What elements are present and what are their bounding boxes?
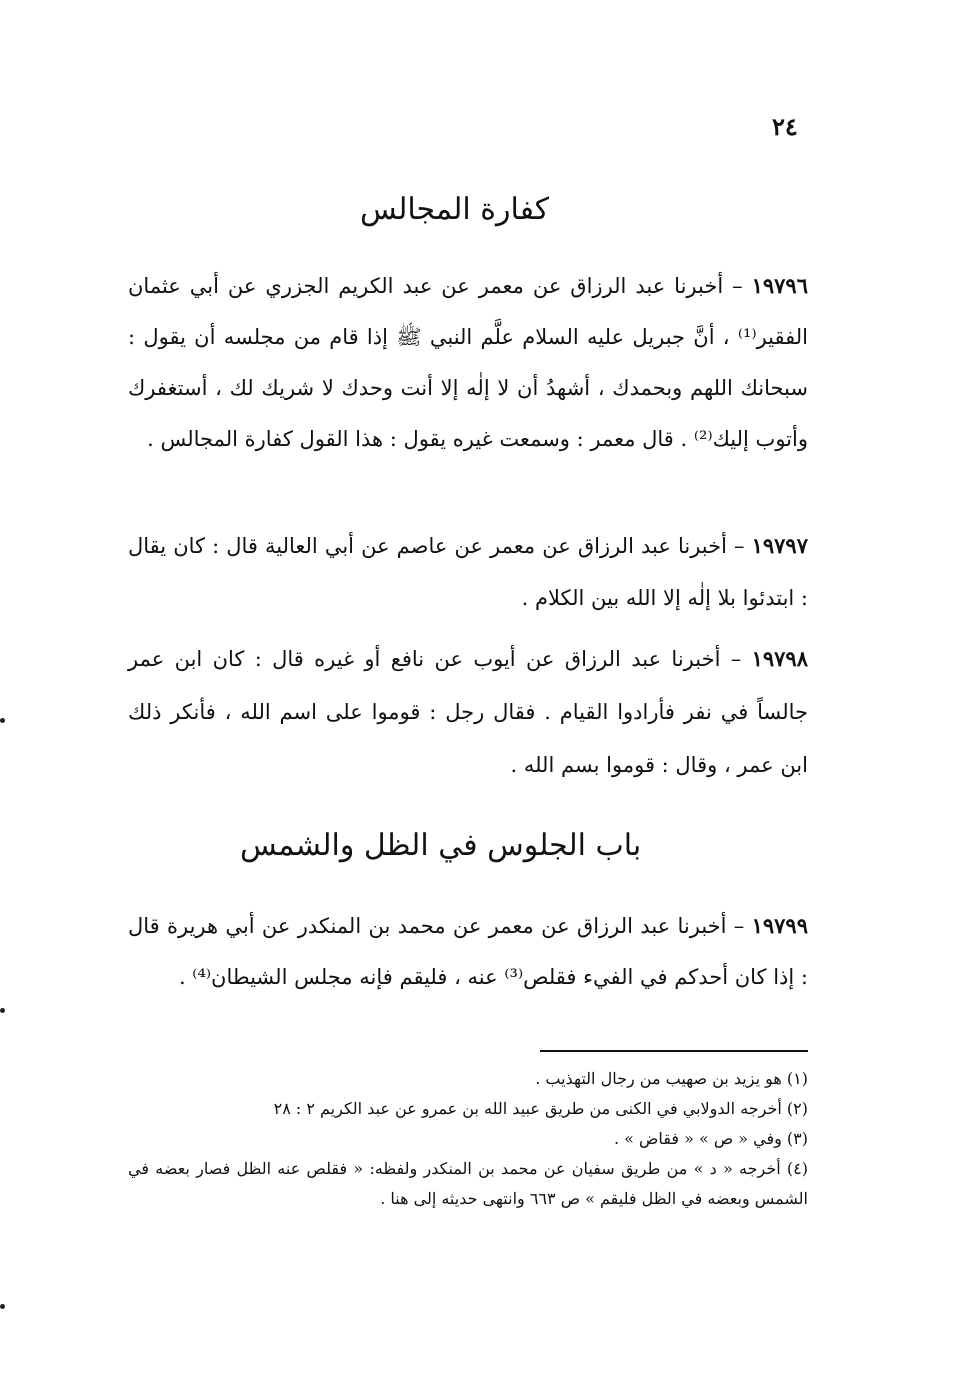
footnote-divider [540, 1050, 808, 1052]
page-number: ٢٤ [772, 112, 798, 141]
hadith-19798 [128, 632, 808, 792]
footnote-4: (٤) أخرجه « د » من طريق سفيان عن محمد بن المنكدر ولفظه: « فقلص عنه الظل فصار بعضه في الشمس وبعضه في الظل فليقم » ص ٦٦٣ وانتهى حديثه إلى هنا . [128, 1159, 808, 1208]
section-title-kaffarat-al-majalis: كفارة المجالس [360, 192, 550, 227]
hadith-text: – أخبرنا عبد الرزاق عن معمر عن عبد الكريم الجزري عن أبي عثمان الفقير⁽¹⁾ ، أنَّ جبريل عليه السلام علَّم النبي ﷺ إذا قام من مجلسه أن يقول : سبحانك اللهم وبحمدك ، أشهدُ أن لا إلٰه إلا أنت وحدك لا شريك لك ، أستغفرك وأتوب إليك⁽²⁾ . قال معمر : وسمعت غيره يقول : هذا القول كفارة المجالس . [128, 274, 808, 451]
hadith-text: – أخبرنا عبد الرزاق عن معمر عن محمد بن المنكدر عن أبي هريرة قال : إذا كان أحدكم في الفيء فقلص⁽³⁾ عنه ، فليقم فإنه مجلس الشيطان⁽⁴⁾ . [128, 914, 808, 989]
footnote-3: (٣) وفي « ص » « فقاض » . [613, 1129, 808, 1148]
hadith-19796 [128, 260, 808, 465]
hadith-19799 [128, 900, 808, 1003]
section-title-shade-and-sun: باب الجلوس في الظل والشمس [240, 828, 642, 863]
hadith-number: ١٩٧٩٨ [751, 646, 808, 671]
footnotes [128, 1064, 808, 1214]
scan-speck [0, 1304, 5, 1309]
hadith-number: ١٩٧٩٧ [751, 533, 808, 558]
footnote-2: (٢) أخرجه الدولابي في الكنى من طريق عبيد الله بن عمرو عن عبد الكريم ٢ : ٢٨ [273, 1099, 808, 1118]
footnote-1: (١) هو يزيد بن صهيب من رجال التهذيب . [535, 1069, 808, 1088]
scan-speck [0, 1008, 5, 1013]
scan-speck [0, 718, 5, 723]
hadith-number: ١٩٧٩٩ [751, 913, 808, 938]
hadith-number: ١٩٧٩٦ [751, 273, 808, 298]
hadith-text: – أخبرنا عبد الرزاق عن معمر عن عاصم عن أبي العالية قال : كان يقال : ابتدئوا بلا إلٰه إلا الله بين الكلام . [128, 534, 808, 610]
hadith-19797 [128, 520, 808, 624]
hadith-text: – أخبرنا عبد الرزاق عن أيوب عن نافع أو غيره قال : كان ابن عمر جالساً في نفر فأرادوا القيام . فقال رجل : قوموا على اسم الله ، فأنكر ذلك ابن عمر ، وقال : قوموا بسم الله . [128, 647, 808, 777]
